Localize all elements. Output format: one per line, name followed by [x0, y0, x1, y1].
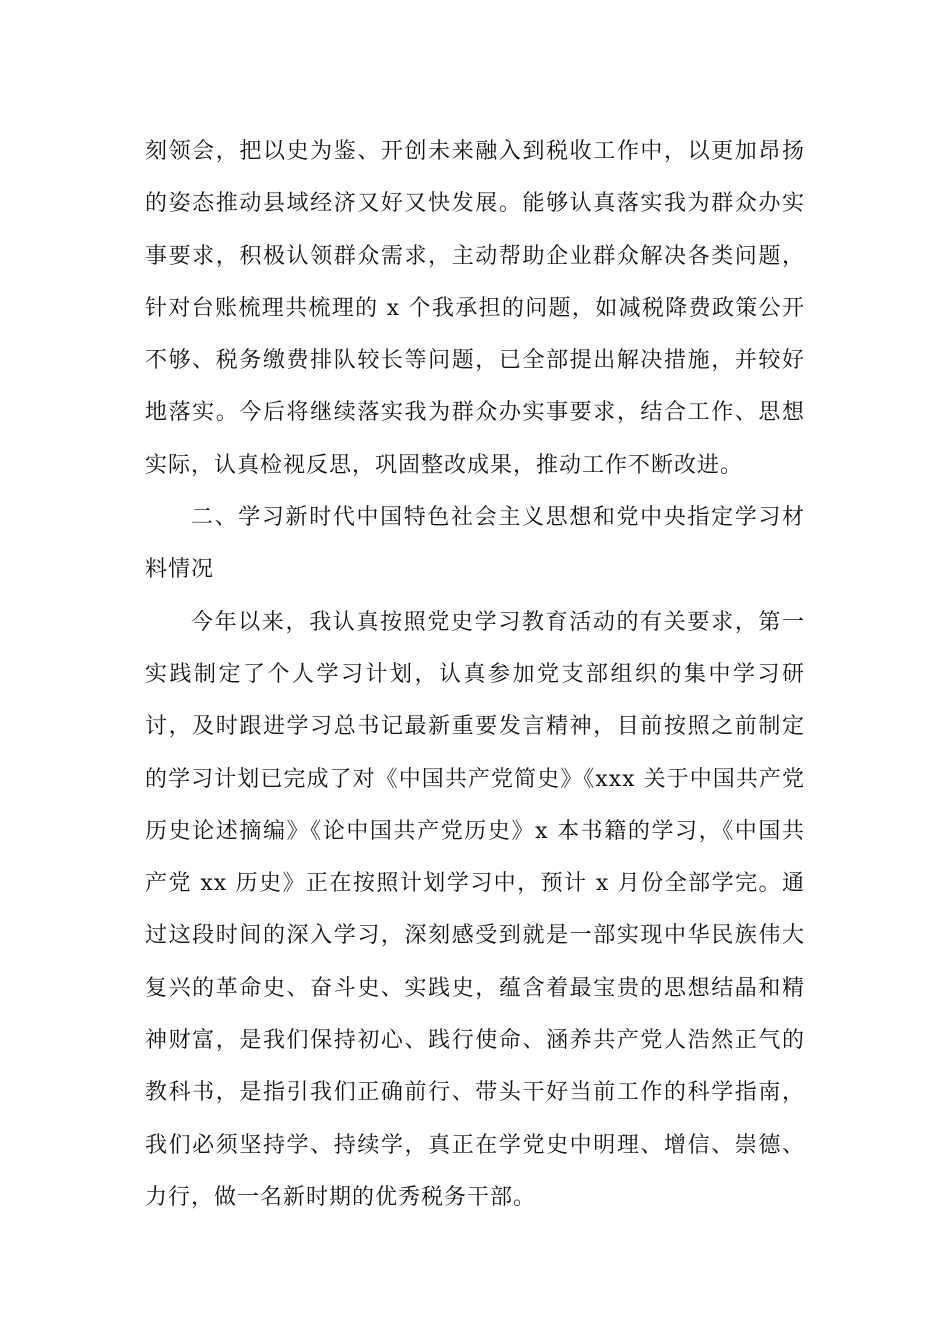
document-body	[145, 126, 805, 1224]
section-heading-two: 二、学习新时代中国特色社会主义思想和党中央指定学习材料情况	[145, 505, 805, 583]
paragraph-continuation: 刻领会，把以史为鉴、开创未来融入到税收工作中，以更加昂扬的姿态推动县域经济又好又快发展。能够认真落实我为群众办实事要求，积极认领群众需求，主动帮助企业群众解决各类问题，针对台账梳理共梳理的 x 个我承担的问题，如减税降费政策公开不够、税务缴费排队较长等问题，已全部提出解决措施，并较好地落实。今后将继续落实我为群众办实事要求，结合工作、思想实际，认真检视反思，巩固整改成果，推动工作不断改进。	[145, 139, 805, 478]
paragraph-study-report: 今年以来，我认真按照党史学习教育活动的有关要求，第一实践制定了个人学习计划，认真参加党支部组织的集中学习研讨，及时跟进学习总书记最新重要发言精神，目前按照之前制定的学习计划已完成了对《中国共产党简史》《xxx 关于中国共产党历史论述摘编》《论中国共产党历史》x 本书籍的学习，《中国共产党 xx 历史》正在按照计划学习中，预计 x 月份全部学完。通过这段时间的深入学习，深刻感受到就是一部实现中华民族伟大复兴的革命史、奋斗史、实践史，蕴含着最宝贵的思想结晶和精神财富，是我们保持初心、践行使命、涵养共产党人浩然正气的教科书，是指引我们正确前行、带头干好当前工作的科学指南，我们必须坚持学、持续学，真正在学党史中明理、增信、崇德、力行，做一名新时期的优秀税务干部。	[145, 609, 805, 1210]
